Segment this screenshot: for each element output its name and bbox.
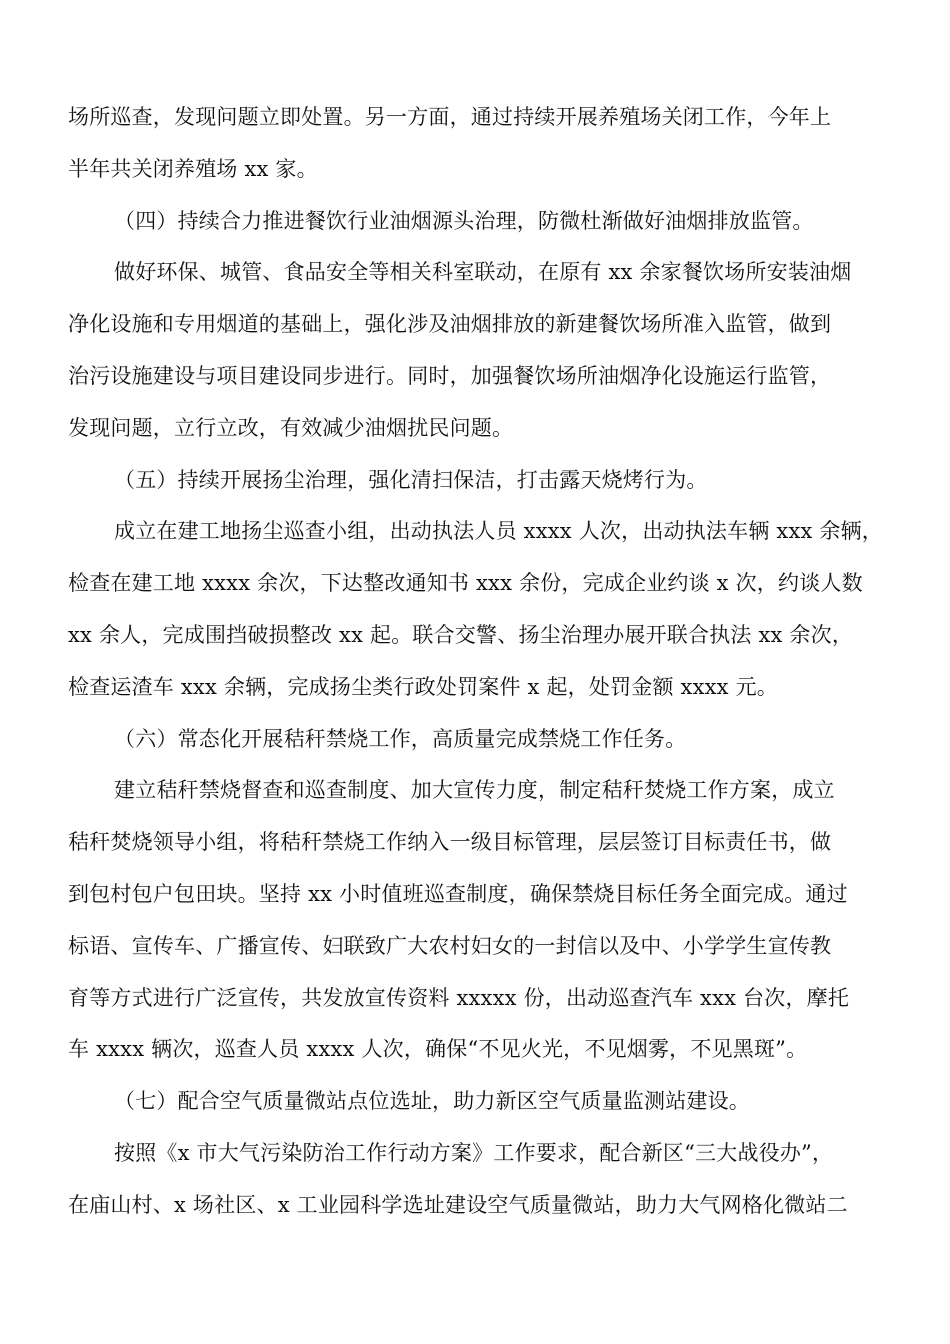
- section-heading-6: （六）常态化开展秸秆禁烧工作，高质量完成禁烧工作任务。: [114, 726, 687, 751]
- body-text-line: 标语、宣传车、广播宣传、妇联致广大农村妇女的一封信以及中、小学学生宣传教: [68, 933, 832, 958]
- body-text-line: 秸秆焚烧领导小组，将秸秆禁烧工作纳入一级目标管理，层层签订目标责任书，做: [68, 830, 832, 855]
- body-text-line: xx 余人，完成围挡破损整改 xx 起。联合交警、扬尘治理办展开联合执法 xx 余次，: [68, 622, 854, 647]
- section-heading-5: （五）持续开展扬尘治理，强化清扫保洁，打击露天烧烤行为。: [114, 467, 708, 492]
- body-text-line: 育等方式进行广泛宣传，共发放宣传资料 xxxxx 份，出动巡查汽车 xxx 台次，摩托: [68, 985, 850, 1010]
- document-body: [68, 92, 884, 1232]
- body-text-line: 检查在建工地 xxxx 余次，下达整改通知书 xxx 余份，完成企业约谈 x 次，约谈人数: [68, 571, 863, 596]
- body-text-line: 做好环保、城管、食品安全等相关科室联动，在原有 xx 余家餐饮场所安装油烟: [114, 260, 852, 285]
- body-text-line: 在庙山村、x 场社区、x 工业园科学选址建设空气质量微站，助力大气网格化微站二: [68, 1192, 848, 1217]
- body-text-line: 建立秸秆禁烧督查和巡查制度、加大宣传力度，制定秸秆焚烧工作方案，成立: [114, 778, 835, 803]
- body-text-line: 到包村包户包田块。坚持 xx 小时值班巡查制度，确保禁烧目标任务全面完成。通过: [68, 881, 848, 906]
- body-text-line: 成立在建工地扬尘巡查小组，出动执法人员 xxxx 人次，出动执法车辆 xxx 余辆，: [114, 519, 884, 544]
- body-text-line: 发现问题，立行立改，有效减少油烟扰民问题。: [68, 415, 514, 440]
- body-text-line: 按照《x 市大气污染防治工作行动方案》工作要求，配合新区“三大战役办”，: [114, 1140, 834, 1165]
- body-text-line: 场所巡查，发现问题立即处置。另一方面，通过持续开展养殖场关闭工作，今年上: [68, 105, 832, 129]
- body-text-line: 半年共关闭养殖场 xx 家。: [68, 156, 318, 181]
- section-heading-4: （四）持续合力推进餐饮行业油烟源头治理，防微杜渐做好油烟排放监管。: [114, 208, 814, 233]
- section-heading-7: （七）配合空气质量微站点位选址，助力新区空气质量监测站建设。: [114, 1089, 750, 1114]
- body-text-line: 净化设施和专用烟道的基础上，强化涉及油烟排放的新建餐饮场所准入监管，做到: [68, 312, 832, 337]
- body-text-line: 检查运渣车 xxx 余辆，完成扬尘类行政处罚案件 x 起，处罚金额 xxxx 元。: [68, 674, 778, 699]
- body-text-line: 车 xxxx 辆次，巡查人员 xxxx 人次，确保“不见火光，不见烟雾，不见黑斑”。: [68, 1037, 808, 1062]
- body-text-line: 治污设施建设与项目建设同步进行。同时，加强餐饮场所油烟净化设施运行监管，: [68, 363, 832, 388]
